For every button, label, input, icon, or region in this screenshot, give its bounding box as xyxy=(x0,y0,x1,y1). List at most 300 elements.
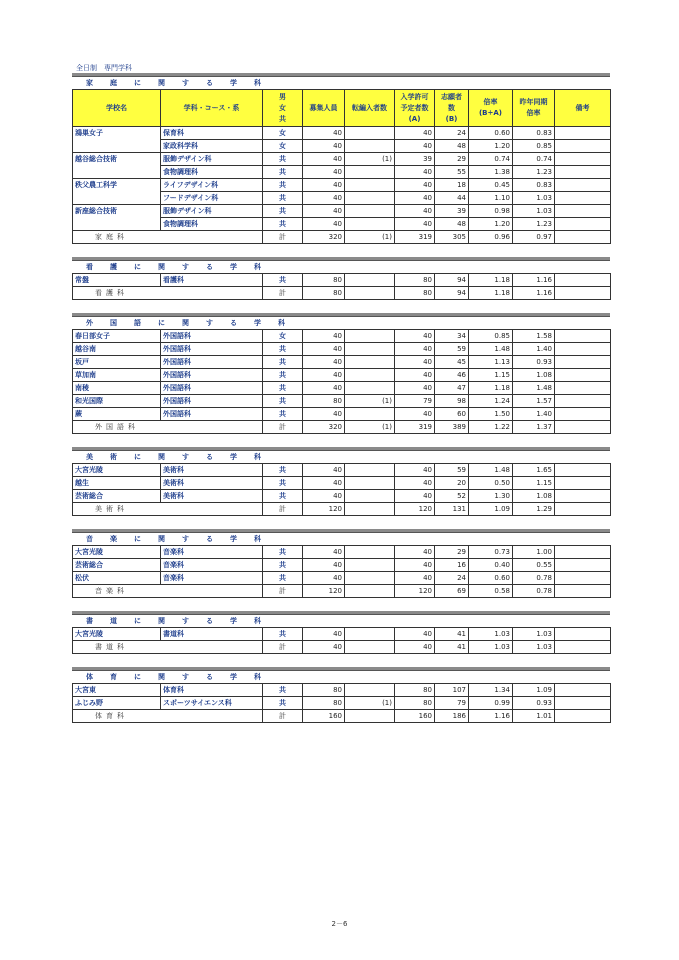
planned-cell: 40 xyxy=(395,218,435,231)
prev-ratio-cell: 0.55 xyxy=(513,559,555,572)
remarks-cell xyxy=(555,477,611,490)
total-remarks xyxy=(555,503,611,516)
section-3 xyxy=(72,434,610,516)
ratio-cell: 1.48 xyxy=(469,343,513,356)
table-row xyxy=(73,572,611,585)
transfer-cell xyxy=(345,192,395,205)
gender-cell: 共 xyxy=(263,395,303,408)
transfer-cell xyxy=(345,218,395,231)
total-transfer xyxy=(345,287,395,300)
total-capacity: 120 xyxy=(303,585,345,598)
remarks-cell xyxy=(555,559,611,572)
capacity-cell: 40 xyxy=(303,192,345,205)
applicants-cell: 107 xyxy=(435,684,469,697)
school-name xyxy=(73,140,161,153)
tables-container xyxy=(72,73,610,723)
remarks-cell xyxy=(555,343,611,356)
capacity-cell: 40 xyxy=(303,628,345,641)
course-name: 外国語科 xyxy=(161,330,263,343)
school-name: ふじみ野 xyxy=(73,697,161,710)
transfer-cell xyxy=(345,628,395,641)
total-kei: 計 xyxy=(263,503,303,516)
gender-cell: 共 xyxy=(263,546,303,559)
total-remarks xyxy=(555,585,611,598)
transfer-cell xyxy=(345,684,395,697)
remarks-cell xyxy=(555,192,611,205)
header-applicants-line: 数 xyxy=(448,103,455,112)
remarks-cell xyxy=(555,697,611,710)
planned-cell: 40 xyxy=(395,343,435,356)
planned-cell: 80 xyxy=(395,697,435,710)
capacity-cell: 80 xyxy=(303,274,345,287)
gender-cell: 共 xyxy=(263,179,303,192)
transfer-cell xyxy=(345,559,395,572)
header-ratio-line: (B÷A) xyxy=(478,109,503,117)
gender-cell: 共 xyxy=(263,356,303,369)
total-label: 音楽科 xyxy=(73,585,263,598)
transfer-cell xyxy=(345,572,395,585)
remarks-cell xyxy=(555,382,611,395)
ratio-cell: 1.34 xyxy=(469,684,513,697)
section-title-char: 関 xyxy=(158,263,165,271)
prev-ratio-cell: 1.08 xyxy=(513,490,555,503)
capacity-cell: 40 xyxy=(303,356,345,369)
section-title-char: 関 xyxy=(158,79,165,87)
prev-ratio-cell: 1.03 xyxy=(513,205,555,218)
total-transfer xyxy=(345,503,395,516)
transfer-cell: (1) xyxy=(345,153,395,166)
remarks-cell xyxy=(555,330,611,343)
applicants-cell: 45 xyxy=(435,356,469,369)
course-name: 音楽科 xyxy=(161,546,263,559)
planned-cell: 40 xyxy=(395,127,435,140)
planned-cell: 80 xyxy=(395,684,435,697)
gender-cell: 女 xyxy=(263,330,303,343)
capacity-cell: 40 xyxy=(303,179,345,192)
ratio-cell: 0.40 xyxy=(469,559,513,572)
course-name: スポーツサイエンス科 xyxy=(161,697,263,710)
section-title-char: す xyxy=(182,673,189,681)
gender-cell: 共 xyxy=(263,464,303,477)
remarks-cell xyxy=(555,408,611,421)
prev-ratio-cell: 0.78 xyxy=(513,572,555,585)
section-title-char: 学 xyxy=(230,453,237,461)
ratio-cell: 1.18 xyxy=(469,274,513,287)
school-name: 大宮光陵 xyxy=(73,546,161,559)
prev-ratio-cell: 1.57 xyxy=(513,395,555,408)
header-gender-line: 男 xyxy=(279,92,286,101)
section-4 xyxy=(72,516,610,598)
section-title-char: 関 xyxy=(158,617,165,625)
school-name: 春日部女子 xyxy=(73,330,161,343)
capacity-cell: 40 xyxy=(303,369,345,382)
total-ratio: 1.03 xyxy=(469,641,513,654)
total-prev-ratio: 0.97 xyxy=(513,231,555,244)
section-title-char: 書 xyxy=(86,617,93,625)
school-name: 草加南 xyxy=(73,369,161,382)
section-title-char: 看 xyxy=(86,263,93,271)
total-planned: 80 xyxy=(395,287,435,300)
section-title-char: る xyxy=(206,673,213,681)
ratio-cell: 1.18 xyxy=(469,382,513,395)
capacity-cell: 40 xyxy=(303,205,345,218)
planned-cell: 40 xyxy=(395,572,435,585)
school-name: 鴻巣女子 xyxy=(73,127,161,140)
applicants-cell: 46 xyxy=(435,369,469,382)
remarks-cell xyxy=(555,274,611,287)
section-title-char: 科 xyxy=(278,319,285,327)
course-name: 美術科 xyxy=(161,464,263,477)
course-name: 外国語科 xyxy=(161,408,263,421)
capacity-cell: 40 xyxy=(303,572,345,585)
planned-cell: 40 xyxy=(395,628,435,641)
header-applicants xyxy=(435,90,469,127)
total-ratio: 0.96 xyxy=(469,231,513,244)
prev-ratio-cell: 1.03 xyxy=(513,628,555,641)
section-title-char: 育 xyxy=(110,673,117,681)
planned-cell: 40 xyxy=(395,192,435,205)
total-label: 美術科 xyxy=(73,503,263,516)
remarks-cell xyxy=(555,356,611,369)
applicants-cell: 94 xyxy=(435,274,469,287)
capacity-cell: 80 xyxy=(303,395,345,408)
total-ratio: 1.18 xyxy=(469,287,513,300)
header-applicants-line: (B) xyxy=(445,114,458,123)
remarks-cell xyxy=(555,546,611,559)
total-prev-ratio: 1.37 xyxy=(513,421,555,434)
ratio-cell: 0.85 xyxy=(469,330,513,343)
remarks-cell xyxy=(555,140,611,153)
planned-cell: 40 xyxy=(395,179,435,192)
total-label: 外国語科 xyxy=(73,421,263,434)
header-prev-ratio-line: 昨年同期 xyxy=(519,98,548,106)
ratio-cell: 1.50 xyxy=(469,408,513,421)
planned-cell: 80 xyxy=(395,274,435,287)
applicants-cell: 20 xyxy=(435,477,469,490)
table-row xyxy=(73,179,611,192)
section-title xyxy=(72,533,610,545)
school-name: 松伏 xyxy=(73,572,161,585)
section-title-char: る xyxy=(206,617,213,625)
ratio-cell: 1.38 xyxy=(469,166,513,179)
data-table xyxy=(72,273,611,300)
course-name: 家政科学科 xyxy=(161,140,263,153)
transfer-cell xyxy=(345,477,395,490)
prev-ratio-cell: 1.23 xyxy=(513,166,555,179)
data-table xyxy=(72,463,611,516)
transfer-cell xyxy=(345,127,395,140)
total-planned: 319 xyxy=(395,231,435,244)
school-name xyxy=(73,192,161,205)
table-row xyxy=(73,343,611,356)
capacity-cell: 40 xyxy=(303,218,345,231)
table-row xyxy=(73,140,611,153)
gender-cell: 共 xyxy=(263,153,303,166)
total-ratio: 0.58 xyxy=(469,585,513,598)
applicants-cell: 48 xyxy=(435,218,469,231)
table-row xyxy=(73,218,611,231)
total-kei: 計 xyxy=(263,710,303,723)
capacity-cell: 40 xyxy=(303,127,345,140)
total-prev-ratio: 1.03 xyxy=(513,641,555,654)
total-capacity: 120 xyxy=(303,503,345,516)
section-title-char: す xyxy=(182,617,189,625)
section-title-char: に xyxy=(134,453,141,461)
total-applicants: 186 xyxy=(435,710,469,723)
total-planned: 160 xyxy=(395,710,435,723)
planned-cell: 40 xyxy=(395,382,435,395)
ratio-cell: 1.48 xyxy=(469,464,513,477)
school-name xyxy=(73,218,161,231)
total-applicants: 305 xyxy=(435,231,469,244)
planned-cell: 40 xyxy=(395,330,435,343)
planned-cell: 40 xyxy=(395,559,435,572)
section-title-char: 庭 xyxy=(110,79,117,87)
section-1 xyxy=(72,244,610,300)
header-ratio xyxy=(469,90,513,127)
data-table xyxy=(72,683,611,723)
header-remarks: 備考 xyxy=(555,90,611,127)
gender-cell: 女 xyxy=(263,127,303,140)
prev-ratio-cell: 0.74 xyxy=(513,153,555,166)
applicants-cell: 55 xyxy=(435,166,469,179)
total-ratio: 1.16 xyxy=(469,710,513,723)
section-title-char: る xyxy=(206,535,213,543)
section-title-char: 体 xyxy=(86,673,93,681)
section-title-char: 学 xyxy=(230,673,237,681)
section-title-char: 関 xyxy=(158,673,165,681)
table-row xyxy=(73,408,611,421)
section-title-char: 科 xyxy=(254,535,261,543)
section-title-char: る xyxy=(206,453,213,461)
table-row xyxy=(73,477,611,490)
planned-cell: 40 xyxy=(395,464,435,477)
table-row xyxy=(73,127,611,140)
applicants-cell: 47 xyxy=(435,382,469,395)
gender-cell: 共 xyxy=(263,559,303,572)
planned-cell: 40 xyxy=(395,477,435,490)
total-row xyxy=(73,641,611,654)
gender-cell: 共 xyxy=(263,697,303,710)
applicants-cell: 98 xyxy=(435,395,469,408)
prev-ratio-cell: 1.00 xyxy=(513,546,555,559)
total-capacity: 320 xyxy=(303,421,345,434)
section-title-char: 語 xyxy=(134,319,141,327)
ratio-cell: 1.30 xyxy=(469,490,513,503)
capacity-cell: 40 xyxy=(303,490,345,503)
school-name: 南稜 xyxy=(73,382,161,395)
gender-cell: 共 xyxy=(263,192,303,205)
ratio-cell: 1.20 xyxy=(469,140,513,153)
section-title-char: 国 xyxy=(110,319,117,327)
school-name: 坂戸 xyxy=(73,356,161,369)
section-0 xyxy=(72,73,610,244)
capacity-cell: 40 xyxy=(303,140,345,153)
planned-cell: 79 xyxy=(395,395,435,408)
total-remarks xyxy=(555,710,611,723)
applicants-cell: 52 xyxy=(435,490,469,503)
section-title-char: 道 xyxy=(110,617,117,625)
gender-cell: 共 xyxy=(263,218,303,231)
remarks-cell xyxy=(555,179,611,192)
total-ratio: 1.22 xyxy=(469,421,513,434)
transfer-cell xyxy=(345,464,395,477)
prev-ratio-cell: 0.85 xyxy=(513,140,555,153)
prev-ratio-cell: 1.23 xyxy=(513,218,555,231)
school-name: 大宮光陵 xyxy=(73,464,161,477)
total-kei: 計 xyxy=(263,641,303,654)
table-row xyxy=(73,330,611,343)
gender-cell: 共 xyxy=(263,408,303,421)
section-title-char: る xyxy=(206,263,213,271)
school-name: 越谷南 xyxy=(73,343,161,356)
school-name: 蕨 xyxy=(73,408,161,421)
capacity-cell: 80 xyxy=(303,684,345,697)
section-title-char: す xyxy=(182,79,189,87)
course-name: 外国語科 xyxy=(161,395,263,408)
capacity-cell: 40 xyxy=(303,477,345,490)
gender-cell: 共 xyxy=(263,572,303,585)
total-row xyxy=(73,503,611,516)
transfer-cell xyxy=(345,408,395,421)
section-title-char: 学 xyxy=(254,319,261,327)
ratio-cell: 1.20 xyxy=(469,218,513,231)
total-applicants: 94 xyxy=(435,287,469,300)
gender-cell: 女 xyxy=(263,140,303,153)
prev-ratio-cell: 0.93 xyxy=(513,697,555,710)
course-name: 音楽科 xyxy=(161,559,263,572)
ratio-cell: 0.60 xyxy=(469,127,513,140)
prev-ratio-cell: 1.48 xyxy=(513,382,555,395)
ratio-cell: 0.50 xyxy=(469,477,513,490)
total-transfer xyxy=(345,641,395,654)
planned-cell: 40 xyxy=(395,546,435,559)
course-name: 外国語科 xyxy=(161,356,263,369)
table-row xyxy=(73,153,611,166)
school-name: 秩父農工科学 xyxy=(73,179,161,192)
header-school: 学校名 xyxy=(73,90,161,127)
total-prev-ratio: 1.29 xyxy=(513,503,555,516)
school-name: 芸術総合 xyxy=(73,490,161,503)
total-row xyxy=(73,231,611,244)
transfer-cell xyxy=(345,179,395,192)
transfer-cell xyxy=(345,140,395,153)
capacity-cell: 40 xyxy=(303,330,345,343)
total-label: 体育科 xyxy=(73,710,263,723)
applicants-cell: 44 xyxy=(435,192,469,205)
section-title-char: 家 xyxy=(86,79,93,87)
total-ratio: 1.09 xyxy=(469,503,513,516)
gender-cell: 共 xyxy=(263,369,303,382)
total-row xyxy=(73,287,611,300)
prev-ratio-cell: 1.58 xyxy=(513,330,555,343)
table-row xyxy=(73,697,611,710)
course-name: 服飾デザイン科 xyxy=(161,205,263,218)
section-title-char: に xyxy=(134,673,141,681)
planned-cell: 40 xyxy=(395,490,435,503)
ratio-cell: 0.45 xyxy=(469,179,513,192)
table-row xyxy=(73,464,611,477)
ratio-cell: 1.03 xyxy=(469,628,513,641)
page-number: 2－6 xyxy=(331,920,348,928)
gender-cell: 共 xyxy=(263,628,303,641)
school-name: 大宮東 xyxy=(73,684,161,697)
course-name: 音楽科 xyxy=(161,572,263,585)
transfer-cell xyxy=(345,274,395,287)
table-row xyxy=(73,395,611,408)
total-capacity: 40 xyxy=(303,641,345,654)
table-row xyxy=(73,684,611,697)
total-planned: 40 xyxy=(395,641,435,654)
applicants-cell: 18 xyxy=(435,179,469,192)
data-table xyxy=(72,545,611,598)
course-name: フードデザイン科 xyxy=(161,192,263,205)
remarks-cell xyxy=(555,395,611,408)
ratio-cell: 1.13 xyxy=(469,356,513,369)
data-table xyxy=(72,329,611,434)
remarks-cell xyxy=(555,490,611,503)
course-name: 体育科 xyxy=(161,684,263,697)
section-title-char: 音 xyxy=(86,535,93,543)
total-label: 書道科 xyxy=(73,641,263,654)
total-applicants: 131 xyxy=(435,503,469,516)
applicants-cell: 79 xyxy=(435,697,469,710)
course-name: 食物調理科 xyxy=(161,218,263,231)
section-title-char: る xyxy=(230,319,237,327)
prev-ratio-cell: 1.40 xyxy=(513,343,555,356)
remarks-cell xyxy=(555,464,611,477)
section-2 xyxy=(72,300,610,434)
school-name: 新座総合技術 xyxy=(73,205,161,218)
total-kei: 計 xyxy=(263,287,303,300)
table-row xyxy=(73,559,611,572)
transfer-cell: (1) xyxy=(345,395,395,408)
prev-ratio-cell: 0.83 xyxy=(513,127,555,140)
total-prev-ratio: 1.16 xyxy=(513,287,555,300)
applicants-cell: 59 xyxy=(435,464,469,477)
section-title-char: す xyxy=(182,263,189,271)
planned-cell: 40 xyxy=(395,408,435,421)
total-label: 看護科 xyxy=(73,287,263,300)
total-row xyxy=(73,710,611,723)
total-applicants: 389 xyxy=(435,421,469,434)
header-planned-line: 入学許可 xyxy=(400,92,429,101)
prev-ratio-cell: 1.03 xyxy=(513,192,555,205)
planned-cell: 40 xyxy=(395,140,435,153)
total-capacity: 80 xyxy=(303,287,345,300)
total-prev-ratio: 1.01 xyxy=(513,710,555,723)
section-title-char: す xyxy=(206,319,213,327)
section-title-char: 術 xyxy=(110,453,117,461)
gender-cell: 共 xyxy=(263,684,303,697)
section-title-char: 関 xyxy=(158,453,165,461)
section-title-char: す xyxy=(182,535,189,543)
capacity-cell: 40 xyxy=(303,559,345,572)
remarks-cell xyxy=(555,166,611,179)
table-row xyxy=(73,490,611,503)
section-title-char: 関 xyxy=(182,319,189,327)
applicants-cell: 24 xyxy=(435,572,469,585)
school-name: 常盤 xyxy=(73,274,161,287)
section-title xyxy=(72,671,610,683)
total-capacity: 160 xyxy=(303,710,345,723)
table-row xyxy=(73,205,611,218)
gender-cell: 共 xyxy=(263,274,303,287)
header-planned-line: 予定者数 xyxy=(400,103,429,112)
table-row xyxy=(73,166,611,179)
total-transfer xyxy=(345,710,395,723)
ratio-cell: 0.74 xyxy=(469,153,513,166)
